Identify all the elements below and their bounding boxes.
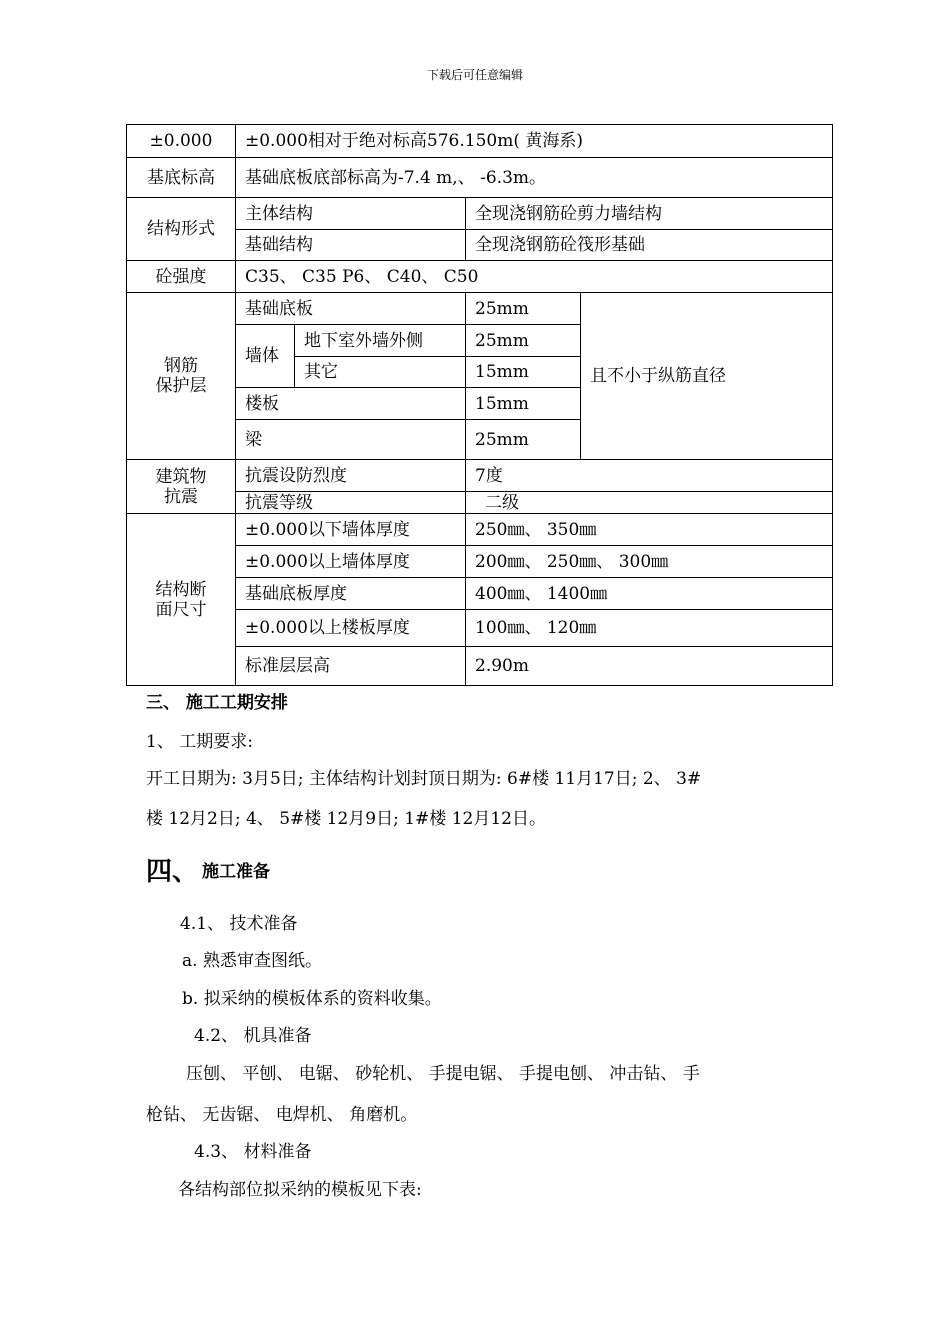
cell-cover-slab-value: 15mm — [465, 387, 581, 420]
cell-cover-label: 钢筋 保护层 — [126, 292, 236, 460]
cell-elevation-label: ±0.000 — [126, 124, 236, 158]
cell-section-below-label: ±0.000以下墙体厚度 — [235, 513, 466, 546]
cell-seismic-label: 建筑物 抗震 — [126, 459, 236, 514]
cell-seismic-intensity-label: 抗震设防烈度 — [235, 459, 466, 492]
cell-cover-base-value: 25mm — [465, 292, 581, 325]
section-3-1: 1、 工期要求: — [146, 732, 253, 752]
cell-concrete-label: 砼强度 — [126, 260, 236, 293]
cell-cover-base-label: 基础底板 — [235, 292, 466, 325]
cell-cover-wall-ext-label: 地下室外墙外侧 — [294, 324, 466, 357]
cell-base-elev-label: 基底标高 — [126, 157, 236, 198]
cell-elevation-value: ±0.000相对于绝对标高576.150m( 黄海系) — [235, 124, 833, 158]
cell-section-slab-label: ±0.000以上楼板厚度 — [235, 609, 466, 647]
project-info-table — [126, 124, 833, 686]
section-3-para-line2: 楼 12月2日; 4、 5#楼 12月9日; 1#楼 12月12日。 — [146, 809, 546, 829]
section-4-2-line2: 枪钻、 无齿锯、 电焊机、 角磨机。 — [146, 1105, 418, 1125]
cell-section-base-label: 基础底板厚度 — [235, 577, 466, 610]
cell-foundation-value: 全现浇钢筋砼筏形基础 — [465, 229, 833, 261]
cell-seismic-intensity-value: 7度 — [465, 459, 833, 492]
section-4-3: 4.3、 材料准备 — [194, 1142, 312, 1162]
section-4-3-para: 各结构部位拟采纳的模板见下表: — [178, 1180, 422, 1200]
cell-section-height-value: 2.90m — [465, 646, 833, 686]
section-4-title: 施工准备 — [202, 862, 270, 882]
cell-structure-label: 结构形式 — [126, 197, 236, 261]
cell-section-below-value: 250㎜、 350㎜ — [465, 513, 833, 546]
cell-cover-note: 且不小于纵筋直径 — [580, 292, 833, 460]
cell-seismic-grade-label: 抗震等级 — [235, 491, 466, 514]
cell-section-slab-value: 100㎜、 120㎜ — [465, 609, 833, 647]
cell-main-structure-value: 全现浇钢筋砼剪力墙结构 — [465, 197, 833, 230]
cell-cover-wall-other-value: 15mm — [465, 356, 581, 388]
cell-base-elev-value: 基础底板底部标高为-7.4 m,、 -6.3m。 — [235, 157, 833, 198]
cell-cover-wall-label: 墙体 — [235, 324, 295, 388]
section-4-2: 4.2、 机具准备 — [194, 1026, 312, 1046]
cell-seismic-grade-value: 二级 — [465, 491, 833, 514]
cell-section-height-label: 标准层层高 — [235, 646, 466, 686]
page-header: 下载后可任意编辑 — [426, 68, 523, 82]
cell-cover-wall-other-label: 其它 — [294, 356, 466, 388]
cell-cover-wall-ext-value: 25mm — [465, 324, 581, 357]
section-3-title: 三、 施工工期安排 — [146, 693, 288, 713]
cell-main-structure-label: 主体结构 — [235, 197, 466, 230]
cell-section-above-label: ±0.000以上墙体厚度 — [235, 545, 466, 578]
section-4-1-b: b. 拟采纳的模板体系的资料收集。 — [182, 989, 442, 1009]
section-4-1: 4.1、 技术准备 — [180, 914, 298, 934]
cell-foundation-label: 基础结构 — [235, 229, 466, 261]
cell-concrete-value: C35、 C35 P6、 C40、 C50 — [235, 260, 833, 293]
section-4-number: 四、 — [146, 857, 199, 887]
section-3-para-line1: 开工日期为: 3月5日; 主体结构计划封顶日期为: 6#楼 11月17日; 2、 3# — [146, 769, 702, 789]
cell-section-label: 结构断 面尺寸 — [126, 513, 236, 686]
cell-cover-beam-value: 25mm — [465, 419, 581, 460]
cell-cover-beam-label: 梁 — [235, 419, 466, 460]
cell-section-above-value: 200㎜、 250㎜、 300㎜ — [465, 545, 833, 578]
cell-cover-slab-label: 楼板 — [235, 387, 466, 420]
section-4-2-line1: 压刨、 平刨、 电锯、 砂轮机、 手提电锯、 手提电刨、 冲击钻、 手 — [186, 1064, 700, 1084]
section-4-1-a: a. 熟悉审查图纸。 — [182, 951, 322, 971]
cell-section-base-value: 400㎜、 1400㎜ — [465, 577, 833, 610]
